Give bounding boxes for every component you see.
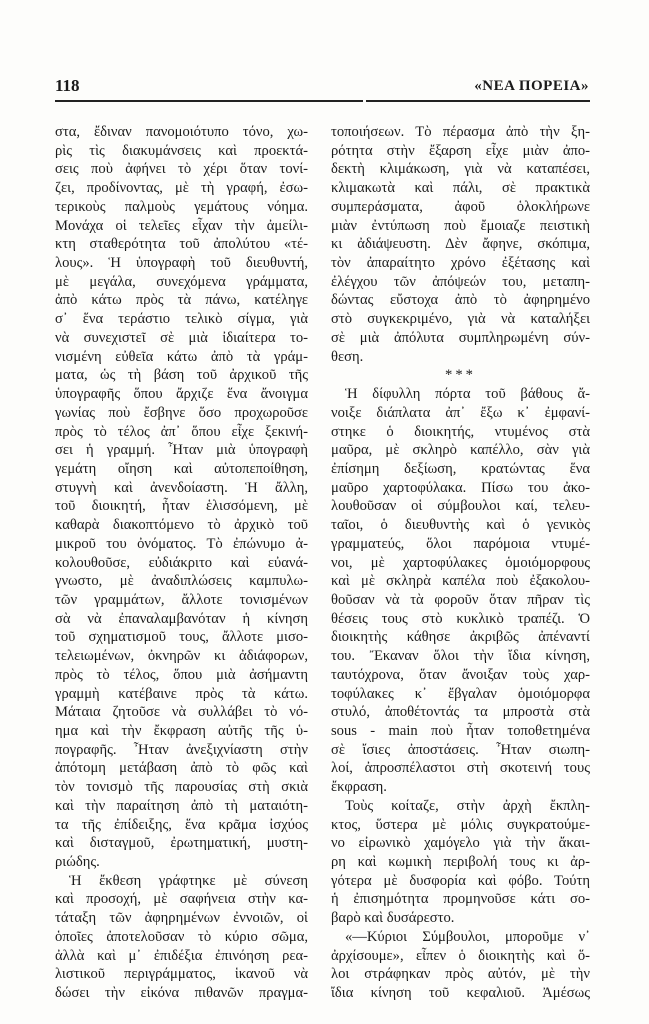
text-line: ἀλλὰ καὶ μ᾽ ἐπιδέξια ἐπινόηση ρεα-: [55, 947, 308, 964]
text-line: καὶ δισταγμοῦ, ἐρωτηματική, μυστη-: [55, 835, 308, 852]
text-line: τὸν τονισμὸ τῆς παρουσίας στὴ σκιὰ: [55, 779, 308, 796]
text-line: σ᾽ ἕνα τεράστιο τελικὸ σίγμα, γιὰ: [55, 311, 308, 328]
text-line: μαῦρο χαρτοφύλακα. Πίσω του ἀκο-: [331, 479, 590, 496]
text-line: τα τῆς ἐπίδειξης, ἕνα κρᾶμα ἰσχύος: [55, 816, 308, 833]
text-line: καὶ μὲ σκληρὰ καπέλα ποὺ ἐξακολου-: [331, 573, 590, 590]
text-line: τοῦ σχηματισμοῦ τους, ἄλλοτε μισο-: [55, 629, 308, 646]
text-line: νοι, μὲ χαρτοφύλακες ὁμοιόμορφους: [331, 554, 590, 571]
text-line: γεμάτη οἴηση καὶ αὐτοπεποίθηση,: [55, 460, 308, 477]
text-line: τελειωμένων, ὀκνηρῶν κι ἀδιάφορων,: [55, 648, 308, 665]
text-line: καὶ τὴν παραίτηση ἀπὸ τὴ ματαιότη-: [55, 797, 308, 814]
text-line: γνωστο, μὲ ἀναδιπλώσεις καμπυλω-: [55, 573, 308, 590]
text-line: νισμένη εὐθεῖα κάτω ἀπὸ τὰ γράμ-: [55, 348, 308, 365]
text-line: ταῖοι, ὁ διευθυντὴς καὶ ὁ γενικὸς: [331, 517, 590, 534]
text-line: διοικητὴς κάθησε ἀκριβῶς ἀπέναντί: [331, 629, 590, 646]
text-line: μὲ μεγάλα, συνεχόμενα γράμματα,: [55, 273, 308, 290]
text-line: στα, ἔδιναν πανομοιότυπο τόνο, χω-: [55, 124, 308, 140]
text-line: μαῦρα, μὲ σκληρὸ καπέλλο, σὰν γιὰ: [331, 442, 590, 459]
text-line: δώντας εὔστοχα ἀπὸ τὸ ἀφηρημένο: [331, 292, 590, 309]
text-line: καὶ προσοχή, μὲ σαφήνεια στὴν κα-: [55, 891, 308, 908]
text-line: τῶν γραμμάτων, ἄλλοτε τονισμένων: [55, 591, 308, 608]
text-line: στηκε ὁ διοικητής, ντυμένος στὰ: [331, 423, 590, 440]
header-rule: [366, 100, 590, 102]
text-line: κλιμακωτὰ καὶ πάλι, σὲ πρακτικὰ: [331, 180, 590, 197]
text-line: νοιξε διάπλατα ἀπ᾽ ἔξω κ᾽ ἐμφανί-: [331, 404, 590, 421]
text-line: πρὸς τὸ τέλος, ὅπου μιὰ ἀσήμαντη: [55, 666, 308, 683]
text-line: Ἡ δίφυλλη πόρτα τοῦ βάθους ἄ-: [345, 386, 590, 403]
text-line: ἐλέγχου τῶν ἀπόψεών του, μεταπη-: [331, 273, 590, 290]
text-line: ἐπίσημη δεξίωση, κρατώντας ἕνα: [331, 460, 590, 477]
text-line: σεις ποὺ ἀφήνει τὸ χέρι ὅταν τονί-: [55, 161, 308, 178]
text-line: στυλό, ἀποθέτοντάς τα μπροστὰ στὰ: [331, 704, 590, 721]
text-line: σει ἡ γραμμή. Ἦταν μιὰ ὑπογραφὴ: [55, 442, 308, 459]
text-line: ἀπότομη μετάβαση ἀπὸ τὸ φῶς καὶ: [55, 760, 308, 777]
text-line: ρὶς τὶς διακυμάνσεις καὶ προεκτά-: [55, 142, 308, 159]
text-line: «—Κύριοι Σύμβουλοι, μποροῦμε ν᾽: [345, 928, 590, 945]
text-line: σὲ μιὰ ἀπόλυτα συμπληρωμένη σύν-: [331, 329, 590, 346]
text-line: λουθοῦσαν οἱ σύμβουλοι καί, τελευ-: [331, 498, 590, 515]
text-line: τοποιήσεων. Τὸ πέρασμα ἀπὸ τὴν ξη-: [331, 124, 590, 140]
text-line: πογραφῆς. Ἦταν ἀνεξιχνίαστη στὴν: [55, 741, 308, 758]
text-line: σὲ ἴσιες ἀποστάσεις. Ἦταν σιωπη-: [331, 741, 590, 758]
text-line: ρη καὶ κωμικὴ περιβολή τους κι ἀρ-: [331, 854, 590, 871]
right-column: [331, 123, 590, 1003]
text-line: τοῦ διοικητή, ἦταν ἑλισσόμενη, μὲ: [55, 498, 308, 515]
text-line: ὑπογραφῆς ὅπου ἄρχιζε ἕνα ἄνοιγμα: [55, 386, 308, 403]
text-line: καθαρὰ διακοπτόμενο τὸ ἀρχικὸ τοῦ: [55, 517, 308, 534]
text-line: γραμμὴ κατέβαινε πρὸς τὰ κάτω.: [55, 685, 308, 702]
text-line: νο εἰρωνικὸ χαμόγελο γιὰ τὴν ἄκαι-: [331, 835, 590, 852]
text-line: τερικοὺς παλμοὺς γεμάτους νόημα.: [55, 198, 308, 215]
text-line: ρότητα στὴν ἔξαρση εἶχε μιὰν ἀπο-: [331, 142, 590, 159]
page-number: 118: [55, 76, 80, 95]
text-line: λιστικοῦ περιγράμματος, ἱκανοῦ νὰ: [55, 966, 308, 983]
text-line: μικροῦ του ὀνόματος. Τὸ ἐπώνυμο ἀ-: [55, 535, 308, 552]
text-line: δεκτὴ κλιμάκωση, γιὰ νὰ καταπέσει,: [331, 161, 590, 178]
text-line: ἡ ἐπισημότητα προμηνοῦσε κάτι σο-: [331, 891, 590, 908]
section-divider: ***: [445, 367, 476, 384]
text-line: ματα, ὡς τὴ βάση τοῦ ἀρχικοῦ τῆς: [55, 367, 308, 384]
text-line: στὸ συγκεκριμένο, γιὰ νὰ καταλήξει: [331, 311, 590, 328]
text-line: Μονάχα οἱ τελεῖες εἶχαν τὴν ἀμείλι-: [55, 217, 308, 234]
text-line: λοί, ἀπροσπέλαστοι στὴ σκοτεινή τους: [331, 760, 590, 777]
text-line: sous - main ποὺ ἦταν τοποθετημένα: [331, 723, 590, 739]
text-line: γότερα μὲ δυσφορία καὶ φόβο. Τούτη: [331, 872, 590, 889]
text-line: κολουθοῦσε, εὐδιάκριτο καὶ εὐανά-: [55, 554, 308, 571]
text-line: μιὰν ἐντύπωση ποὺ ἔμοιαζε πειστικὴ: [331, 217, 590, 234]
text-line: κι ἀδιάψευστη. Δὲν ἄφηνε, σκόπιμα,: [331, 236, 590, 253]
text-line: ζει, προδίνοντας, μὲ τὴ γραφή, ἐσω-: [55, 180, 308, 197]
text-line: γραμματεύς, ὅλοι παρόμοια ντυμέ-: [331, 535, 590, 552]
text-line: τὸν ἀπαραίτητο χρόνο ἐξέτασης καὶ: [331, 255, 590, 272]
text-line: στυγνὴ καὶ ἀνενδοίαστη. Ἡ ἄλλη,: [55, 479, 308, 496]
text-line: ἀπὸ κάτω πρὸς τὰ πάνω, κατέληγε: [55, 292, 308, 309]
text-line: θεση.: [331, 348, 364, 365]
text-line: πρὸς τὸ τέλος ἀπ᾽ ὅπου εἶχε ξεκινή-: [55, 423, 308, 440]
text-line: συμπεράσματα, ἀφοῦ ὁλοκλήρωνε: [331, 198, 590, 215]
text-line: Ἡ ἔκθεση γράφτηκε μὲ σύνεση: [69, 872, 308, 889]
header-rule: [55, 100, 363, 102]
text-line: ὁποῖες ἀποτελοῦσαν τὸ κύριο σῶμα,: [55, 928, 308, 945]
text-line: δώσει τὴν εἰκόνα πιθανῶν πραγμα-: [55, 985, 308, 1002]
text-line: του. Ἔκαναν ὅλοι τὴν ἴδια κίνηση,: [331, 648, 590, 665]
left-column: [55, 123, 308, 1003]
text-line: νὰ συνεχιστεῖ σὲ μιὰ ἰδιαίτερα το-: [55, 329, 308, 346]
text-line: ἀρχίσουμε», εἶπεν ὁ διοικητὴς καὶ ὅ-: [331, 947, 590, 964]
text-line: γωνίας ποὺ ἔσβηνε ὅσο προχωροῦσε: [55, 404, 308, 421]
text-line: ημα καὶ τὴν ἔκφραση αὐτῆς τῆς ὑ-: [55, 723, 308, 739]
text-line: κτη σταθερότητα τοῦ ἀπολύτου «τέ-: [55, 236, 308, 253]
text-line: τοφύλακες κ᾽ ἔβγαλαν ὁμοιόμορφα: [331, 685, 590, 702]
text-line: Μάταια ζητοῦσε νὰ συλλάβει τὸ νό-: [55, 704, 308, 721]
text-line: σὰ νὰ ἐπαναλαμβανόταν ἡ κίνηση: [55, 610, 308, 627]
text-line: κτος, ὕστερα μὲ μόλις συγκρατούμε-: [331, 816, 590, 833]
text-line: ταυτόχρονα, ὅταν ἄνοιξαν τοὺς χαρ-: [331, 666, 590, 683]
text-line: ἴδια κίνηση τοῦ κεφαλιοῦ. Ἀμέσως: [331, 985, 590, 1002]
running-title: «ΝΕΑ ΠΟΡΕΙΑ»: [474, 78, 589, 94]
text-line: λοι στράφηκαν πρὸς αὐτόν, μὲ τὴν: [331, 966, 590, 983]
text-line: ριώδης.: [55, 854, 100, 871]
text-line: θοῦσαν νὰ τὰ φοροῦν ὅταν πῆραν τὶς: [331, 591, 590, 608]
text-line: βαρὸ καὶ δυσάρεστο.: [331, 910, 455, 927]
text-line: τάταξη τῶν ἀφηρημένων ἐννοιῶν, οἱ: [55, 910, 308, 927]
text-line: ἔκφραση.: [331, 779, 387, 796]
text-line: Τοὺς κοίταζε, στὴν ἀρχὴ ἔκπλη-: [345, 797, 590, 814]
text-line: λους». Ἡ ὑπογραφὴ τοῦ διευθυντή,: [55, 255, 308, 272]
text-line: θέσεις τους στὸ κυκλικὸ τραπέζι. Ὁ: [331, 610, 590, 627]
